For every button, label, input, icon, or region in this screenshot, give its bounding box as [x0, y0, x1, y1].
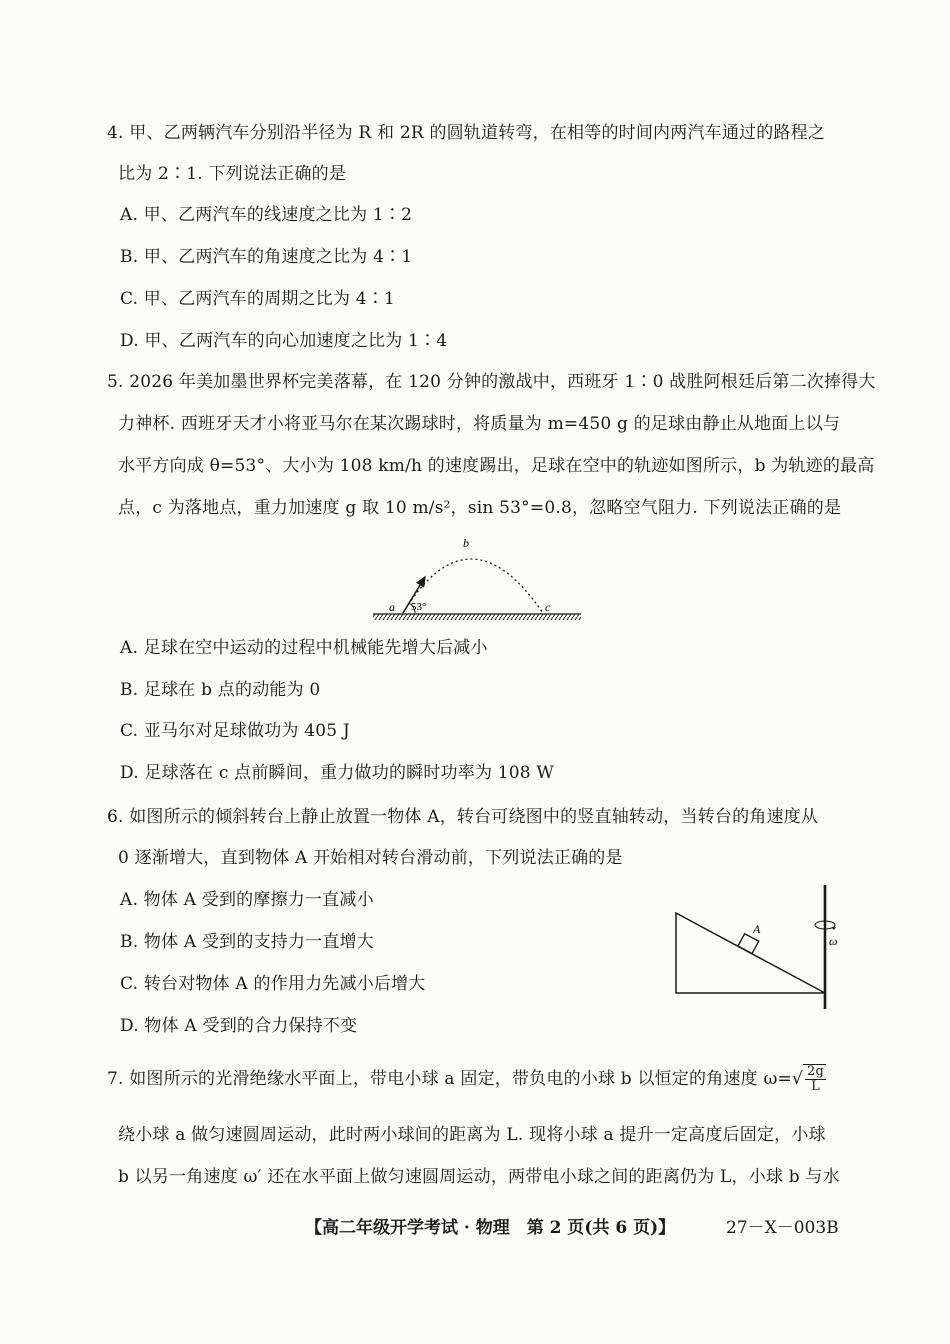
- q6-option-d: D. 物体 A 受到的合力保持不变: [120, 1016, 358, 1036]
- q6-option-c: C. 转台对物体 A 的作用力先减小后增大: [120, 974, 426, 994]
- label-omega: ω: [829, 934, 838, 948]
- label-block-a: A: [753, 922, 761, 936]
- q6-option-a: A. 物体 A 受到的摩擦力一直减小: [120, 890, 374, 910]
- block-a: [738, 934, 759, 954]
- q5-stem-line-4: 点，c 为落地点，重力加速度 g 取 10 m/s²，sin 53°=0.8，忽略空气阻力. 下列说法正确的是: [118, 498, 842, 518]
- label-angle: 53°: [411, 601, 427, 613]
- q4-option-a: A. 甲、乙两汽车的线速度之比为 1∶2: [120, 205, 413, 225]
- q4-stem-line-1: 4. 甲、乙两辆汽车分别沿半径为 R 和 2R 的圆轨道转弯，在相等的时间内两汽车通过的路程之: [107, 123, 826, 143]
- q7-stem-line-1: [107, 1064, 826, 1094]
- q4-option-d: D. 甲、乙两汽车的向心加速度之比为 1∶4: [120, 331, 448, 351]
- q5-stem-line-2: 力神杯. 西班牙天才小将亚马尔在某次踢球时，将质量为 m=450 g 的足球由静止从地面上以与: [118, 414, 841, 434]
- page-footer-code: 27－X－003B: [726, 1218, 839, 1238]
- q7-stem-line-3: b 以另一角速度 ω′ 还在水平面上做匀速圆周运动，两带电小球之间的距离仍为 L，小球 b 与水: [118, 1167, 840, 1187]
- q7-stem-line-2: 绕小球 a 做匀速圆周运动，此时两小球间的距离为 L. 现将小球 a 提升一定高度后固定，小球: [118, 1125, 826, 1145]
- q4-option-c: C. 甲、乙两汽车的周期之比为 4∶1: [120, 289, 396, 309]
- q5-option-b: B. 足球在 b 点的动能为 0: [120, 680, 321, 700]
- label-c: c: [545, 600, 551, 614]
- q6-option-b: B. 物体 A 受到的支持力一直增大: [120, 932, 374, 952]
- q6-turntable-diagram: [668, 883, 848, 1013]
- q6-stem-line-1: 6. 如图所示的倾斜转台上静止放置一物体 A，转台可绕图中的竖直轴转动，当转台的角速度从: [107, 807, 819, 827]
- q5-stem-line-1: 5. 2026 年美加墨世界杯完美落幕，在 120 分钟的激战中，西班牙 1∶0 战胜阿根廷后第二次捧得大: [107, 372, 876, 392]
- q5-trajectory-diagram: [365, 533, 585, 625]
- label-a: a: [389, 600, 395, 614]
- omega-numerator: 2g: [807, 1064, 825, 1079]
- page-footer-title: 【高二年级开学考试 · 物理 第 2 页(共 6 页)】: [305, 1218, 676, 1238]
- q5-option-d: D. 足球落在 c 点前瞬间，重力做功的瞬时功率为 108 W: [120, 763, 555, 783]
- q4-option-b: B. 甲、乙两汽车的角速度之比为 4∶1: [120, 247, 413, 267]
- ground-hatch: [373, 614, 581, 620]
- sqrt-symbol-icon: √: [791, 1069, 804, 1089]
- q5-option-a: A. 足球在空中运动的过程中机械能先增大后减小: [120, 638, 488, 658]
- q7-stem-text: 7. 如图所示的光滑绝缘水平面上，带电小球 a 固定，带负电的小球 b 以恒定的角速度 ω=: [107, 1069, 792, 1089]
- omega-denominator: L: [811, 1079, 820, 1094]
- label-b: b: [463, 536, 469, 550]
- q4-stem-line-2: 比为 2∶1. 下列说法正确的是: [118, 164, 347, 184]
- q5-stem-line-3: 水平方向成 θ=53°、大小为 108 km/h 的速度踢出，足球在空中的轨迹如图所示，b 为轨迹的最高: [118, 456, 875, 476]
- q6-stem-line-2: 0 逐渐增大，直到物体 A 开始相对转台滑动前，下列说法正确的是: [118, 848, 623, 868]
- q5-option-c: C. 亚马尔对足球做功为 405 J: [120, 721, 350, 741]
